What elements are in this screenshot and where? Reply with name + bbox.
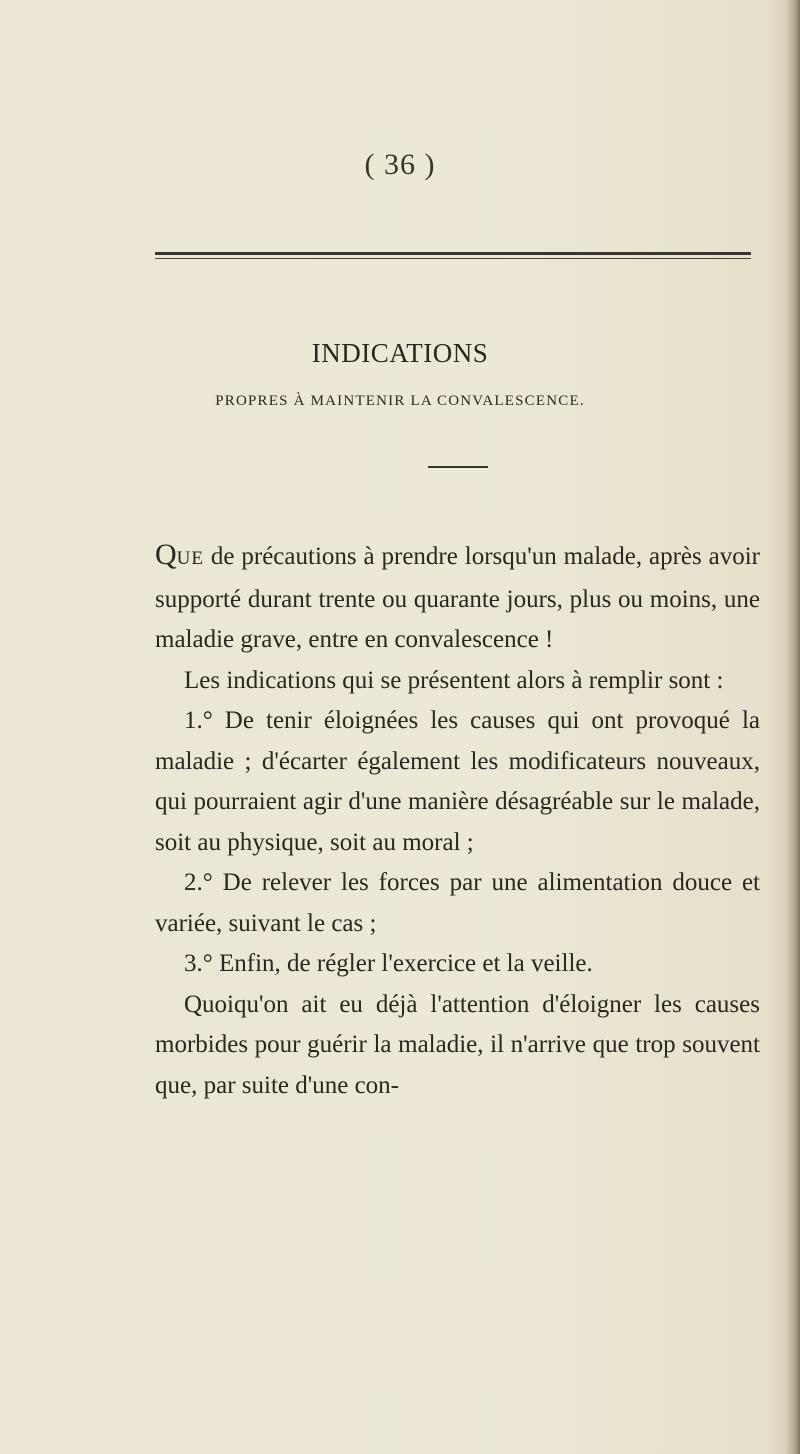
page-edge-shadow (786, 0, 800, 1454)
body-text (155, 535, 760, 1106)
intro-text: de précautions à prendre lorsqu'un malade, après avoir supporté durant trente ou quarante jours, plus ou moins, une maladie grave, entre en convalescence ! (155, 543, 760, 653)
section-title: INDICATIONS (311, 338, 489, 368)
intro-initial: Q (155, 538, 177, 571)
header-rule-thick (155, 252, 751, 255)
section-subtitle: PROPRES À MAINTENIR LA CONVALESCENCE. (215, 393, 585, 409)
paragraph-item-3: 3.° Enfin, de régler l'exercice et la veille. (184, 950, 593, 977)
paragraph-indications: Les indications qui se présentent alors à remplir sont : (184, 666, 724, 694)
page-number: ( 36 ) (364, 148, 436, 181)
title-separator-rule (428, 466, 488, 468)
paragraph-continuation: Quoiqu'on ait eu déjà l'attention d'éloigner les causes morbides pour guérir la maladie, il n'arrive que trop souvent que, par suite d'une con- (155, 990, 760, 1099)
header-rule (155, 252, 751, 260)
intro-smallcaps: UE (176, 548, 204, 569)
paragraph-item-1: 1.° De tenir éloignées les causes qui ont provoqué la maladie ; d'écarter également les modificateurs nouveaux, qui pourraient agir d'une manière désagréable sur le malade, soit au physique, soit au moral ; (155, 707, 760, 856)
header-rule-thin (155, 258, 751, 259)
paragraph-item-2: 2.° De relever les forces par une alimentation douce et variée, suivant le cas ; (155, 869, 760, 937)
paragraph-intro (155, 535, 760, 661)
